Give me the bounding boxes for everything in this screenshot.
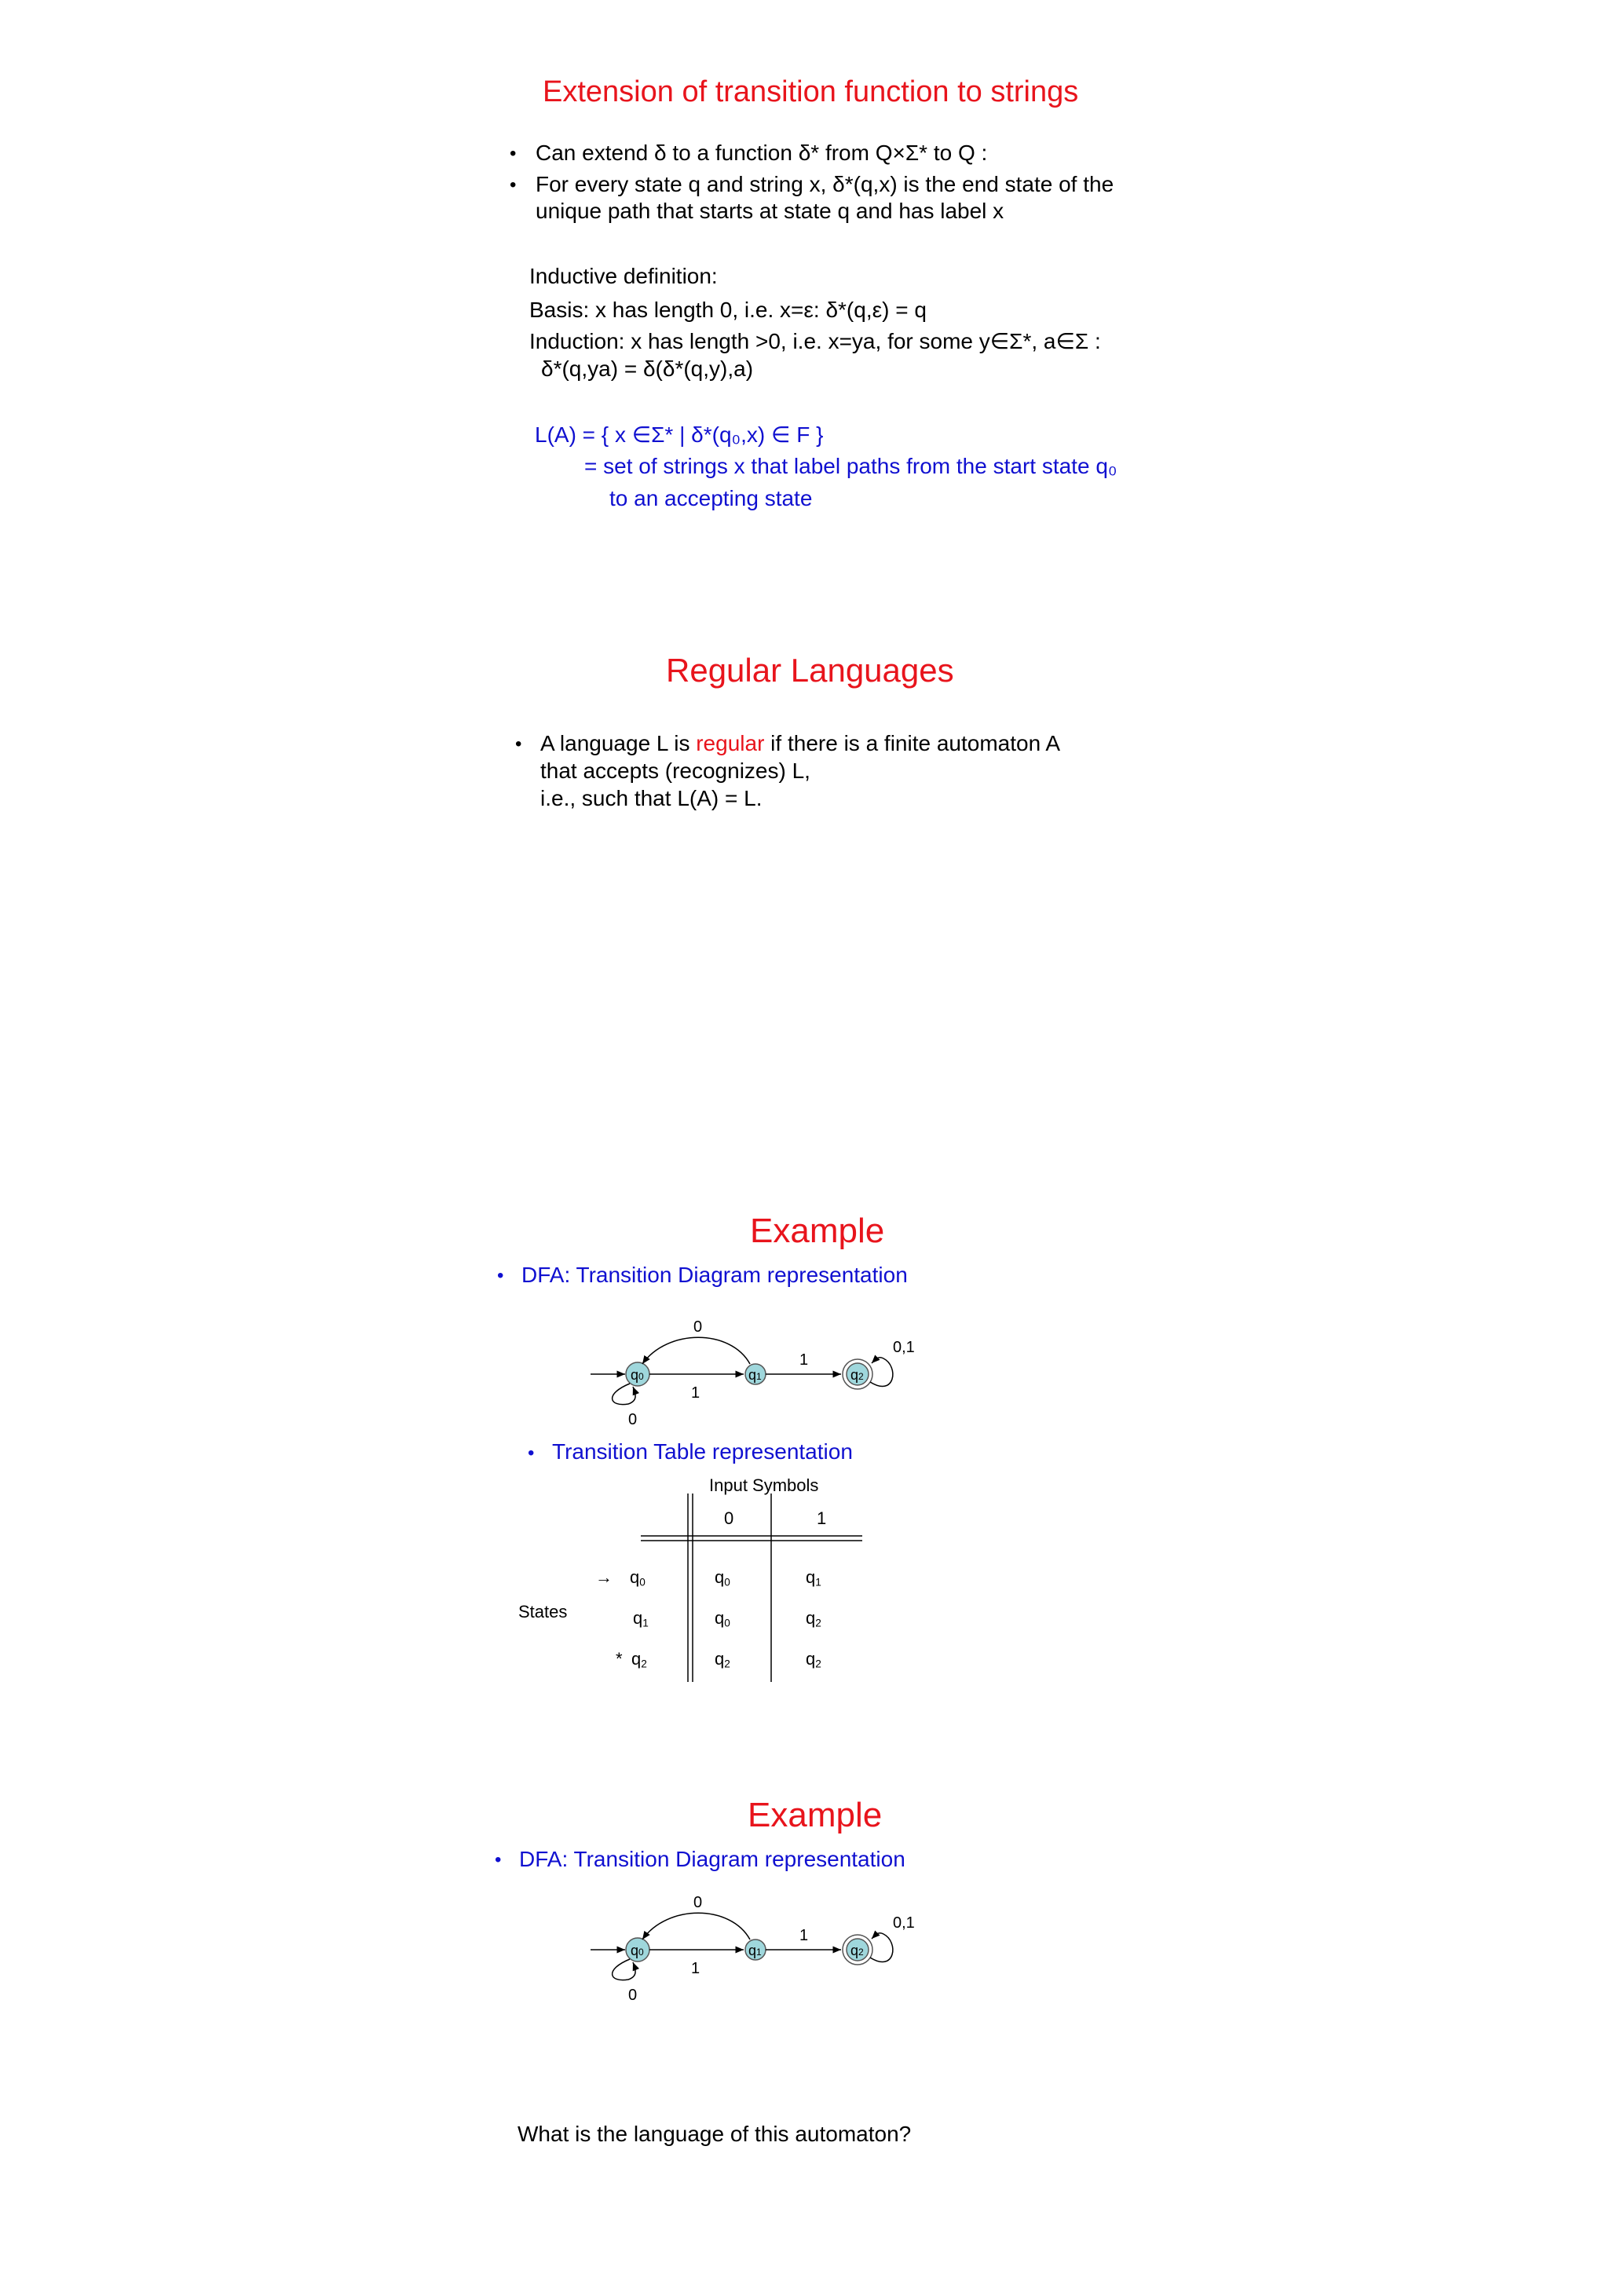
- transition-diagram: [581, 1895, 927, 2020]
- state-q2-label: q2: [850, 1367, 864, 1383]
- loop-q0: [613, 1959, 635, 1980]
- row-state: $q_0$: [630, 1567, 646, 1589]
- label-q1-q0: 0: [693, 1894, 703, 1911]
- symbol-0: 0: [724, 1508, 734, 1528]
- language-def-line2: = set of strings x that label paths from the start state q₀: [584, 454, 1117, 478]
- symbol-1: 1: [817, 1508, 827, 1528]
- label-q2-loop: 0,1: [893, 1339, 915, 1356]
- label-q0-loop: 0: [628, 1987, 638, 2004]
- slide3-title: Example: [750, 1212, 885, 1250]
- slide2-bullet-line1: A language L is regular if there is a finite automaton A: [540, 731, 1061, 755]
- induction-line: Induction: x has length >0, i.e. x=ya, for some y∈Σ*, a∈Σ :: [529, 329, 1101, 353]
- loop-q2: [870, 1358, 893, 1387]
- bullet-dot: •: [515, 733, 522, 755]
- state-q0-label: q0: [631, 1367, 644, 1383]
- loop-q2: [870, 1933, 893, 1962]
- bullet-dot: •: [510, 174, 517, 196]
- slide2-bullet-line3: i.e., such that L(A) = L.: [540, 786, 763, 810]
- row-marker: →: [595, 1567, 613, 1587]
- row-marker: *: [616, 1649, 623, 1669]
- slide1-bullet2-line1: For every state q and string x, δ*(q,x) is the end state of the: [536, 172, 1114, 196]
- bullet-dot: •: [510, 143, 517, 164]
- table-header: Input Symbols: [709, 1475, 819, 1495]
- label-q0-q1: 1: [691, 1384, 700, 1402]
- state-q0-label: q0: [631, 1943, 644, 1958]
- states-label: States: [518, 1602, 568, 1621]
- loop-q0: [613, 1384, 635, 1405]
- label-q0-loop: 0: [628, 1411, 638, 1428]
- row-state: $q_1$: [633, 1608, 649, 1629]
- table-lines: [641, 1492, 869, 1684]
- slide1-bullet1: Can extend δ to a function δ* from Q×Σ* to Q :: [536, 141, 988, 165]
- cell-on0: $q_0$: [715, 1567, 730, 1589]
- slide4-question: What is the language of this automaton?: [518, 2122, 912, 2146]
- language-def-line3: to an accepting state: [609, 486, 813, 510]
- slide1-title: Extension of transition function to strings: [543, 75, 1079, 108]
- basis-line: Basis: x has length 0, i.e. x=ε: δ*(q,ε) = q: [529, 298, 927, 322]
- state-q2-label: q2: [850, 1943, 864, 1958]
- cell-on0: $q_2$: [715, 1649, 730, 1670]
- cell-on0: $q_0$: [715, 1608, 730, 1629]
- inductive-heading: Inductive definition:: [529, 264, 718, 288]
- row-state: $q_2$: [631, 1649, 647, 1670]
- slide4-diagram-bullet: DFA: Transition Diagram representation: [519, 1847, 905, 1871]
- bullet-dot: •: [528, 1442, 535, 1464]
- cell-on1: $q_2$: [806, 1608, 821, 1629]
- bullet-dot: •: [497, 1265, 504, 1286]
- regular-highlight: regular: [696, 731, 765, 755]
- slide4-title: Example: [748, 1796, 883, 1834]
- edge-q1-q0: [642, 1913, 750, 1940]
- slide2-title: Regular Languages: [666, 652, 954, 689]
- cell-on1: $q_2$: [806, 1649, 821, 1670]
- slide2-bullet-line2: that accepts (recognizes) L,: [540, 759, 810, 783]
- label-q1-q2: 1: [799, 1927, 809, 1944]
- label-q1-q2: 1: [799, 1351, 809, 1369]
- transition-diagram: [581, 1319, 927, 1445]
- label-q1-q0: 0: [693, 1318, 703, 1336]
- cell-on1: $q_1$: [806, 1567, 821, 1589]
- slide3-diagram-bullet: DFA: Transition Diagram representation: [521, 1263, 908, 1287]
- slide3-table-bullet: Transition Table representation: [552, 1439, 853, 1464]
- induction-formula: δ*(q,ya) = δ(δ*(q,y),a): [541, 356, 754, 381]
- state-q1-label: q1: [748, 1367, 762, 1383]
- edge-q1-q0: [642, 1337, 750, 1364]
- state-q1-label: q1: [748, 1943, 762, 1958]
- bullet-dot: •: [495, 1849, 502, 1870]
- label-q2-loop: 0,1: [893, 1914, 915, 1932]
- slide1-bullet2-line2: unique path that starts at state q and has label x: [536, 199, 1004, 223]
- label-q0-q1: 1: [691, 1960, 700, 1977]
- language-def-line1: L(A) = { x ∈Σ* | δ*(q₀,x) ∈ F }: [535, 422, 824, 447]
